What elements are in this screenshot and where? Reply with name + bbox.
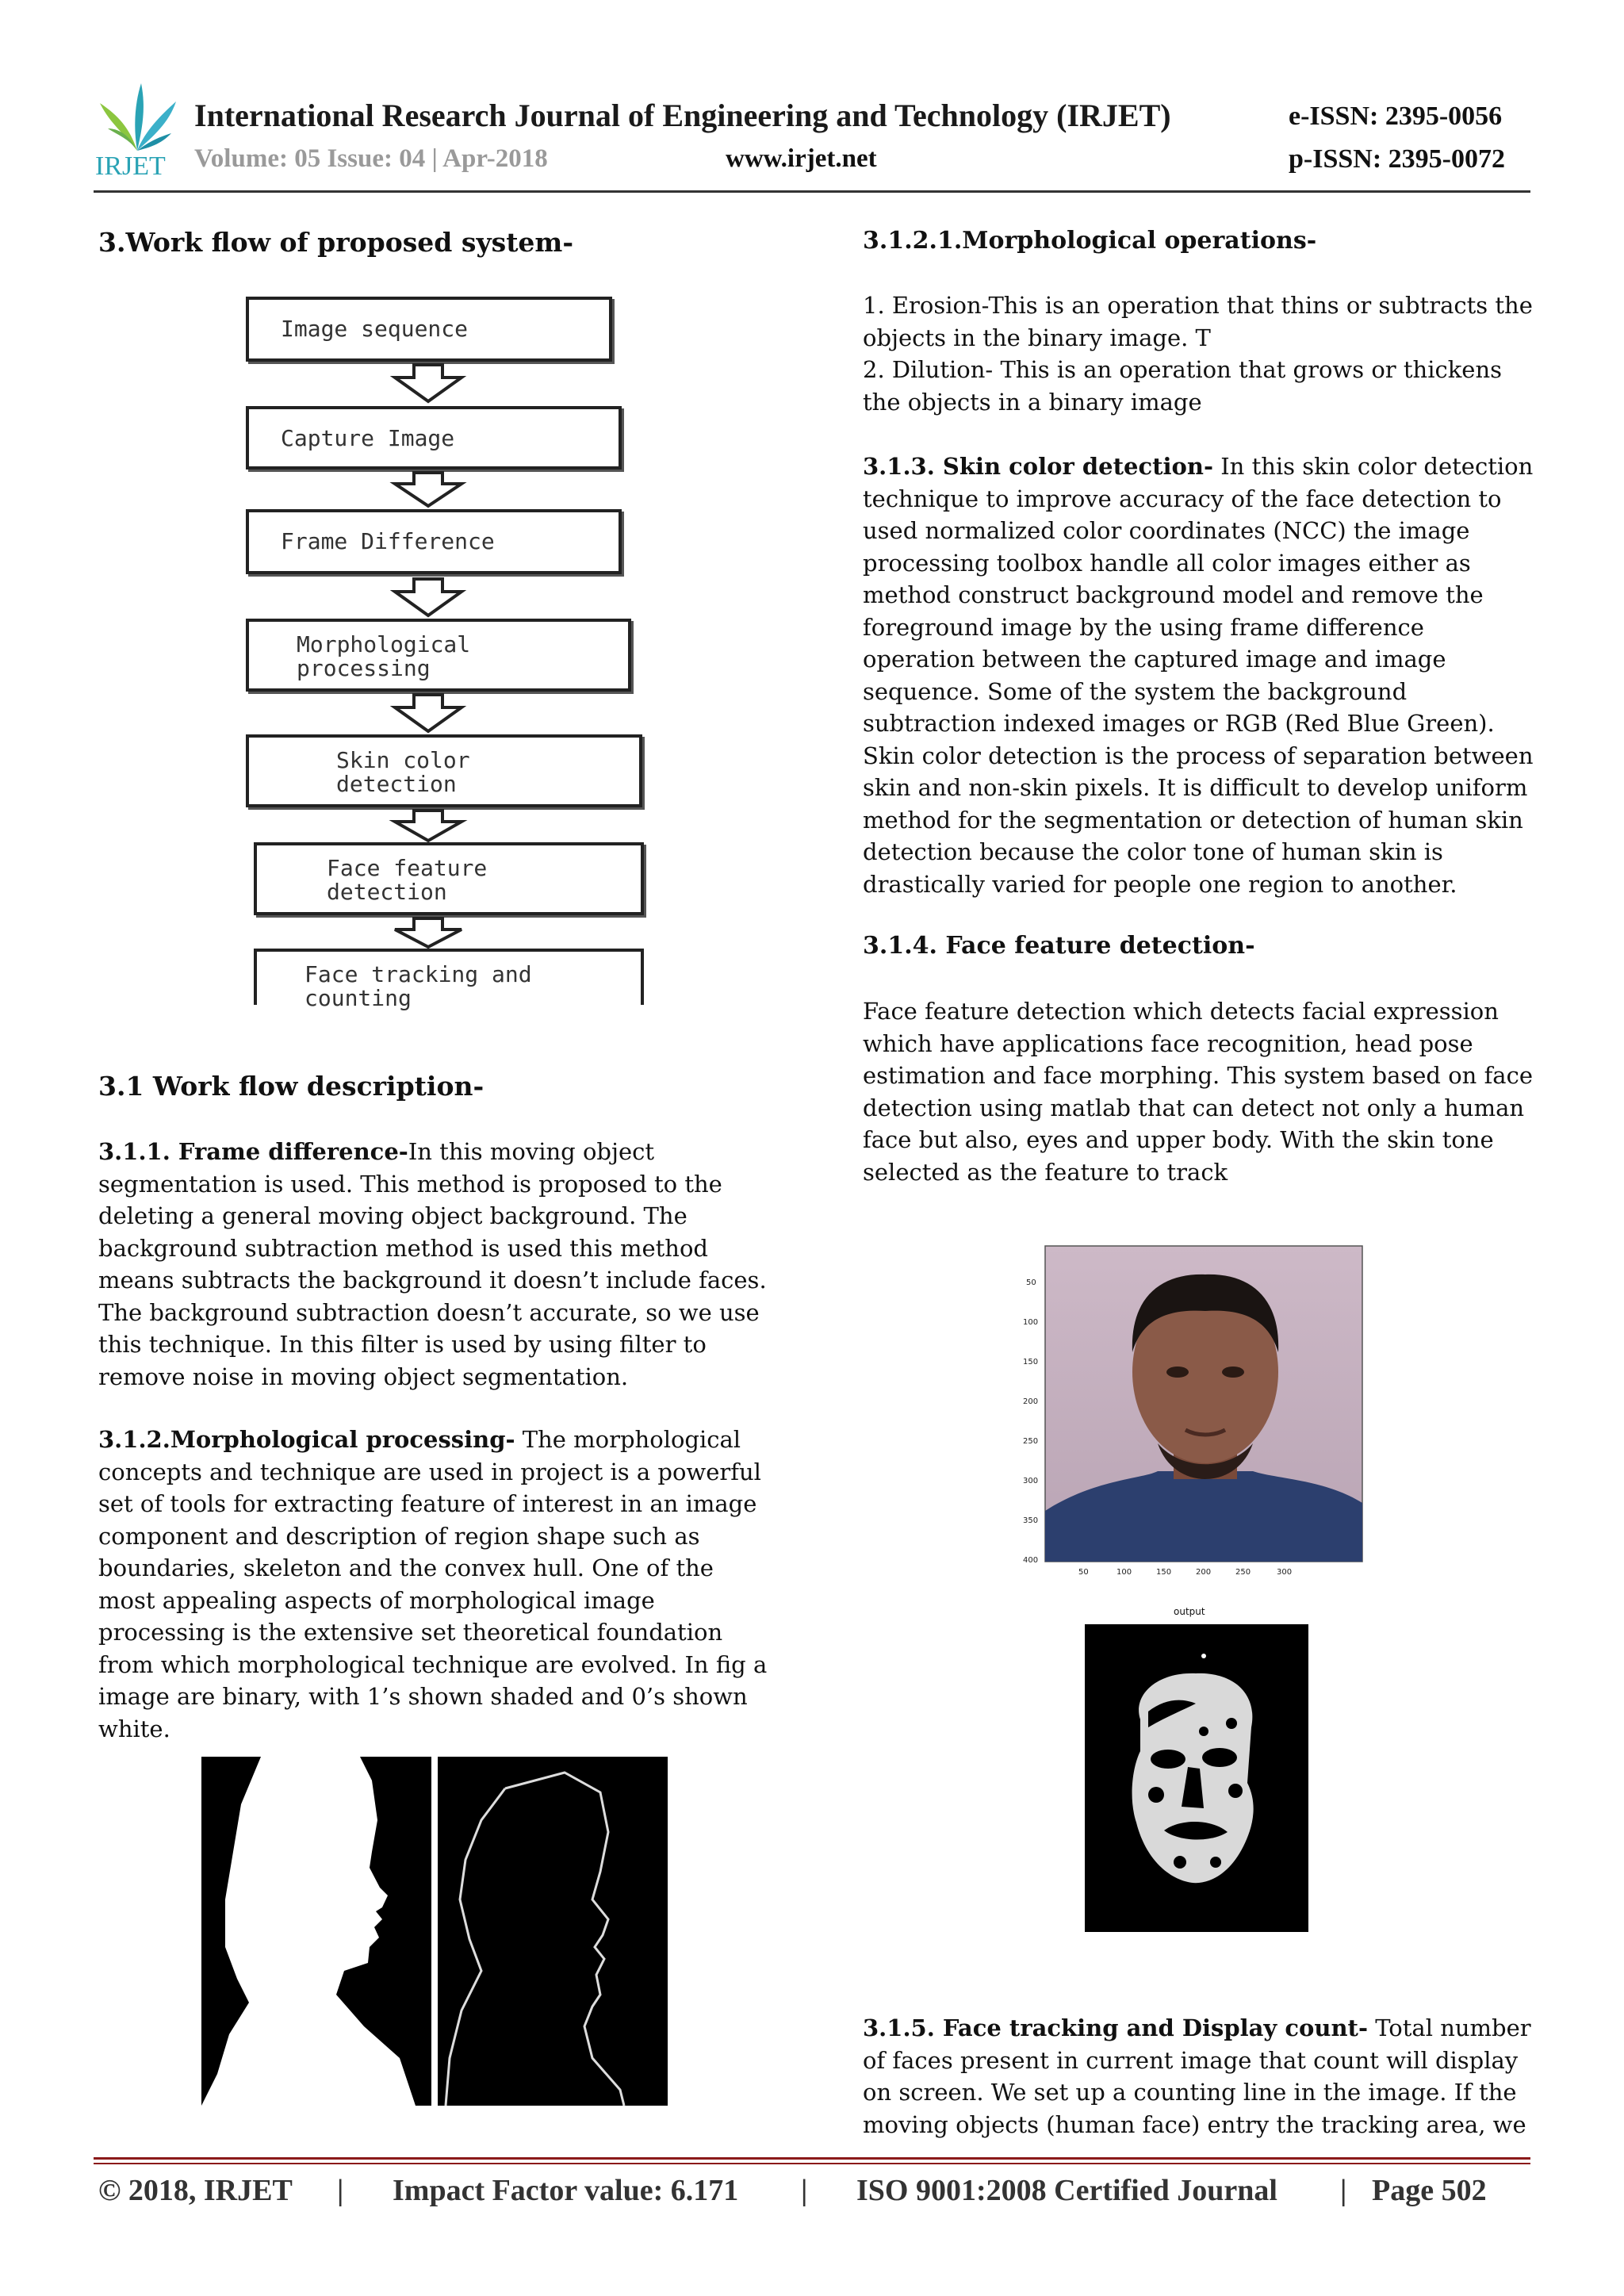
flow-step-label: processing: [297, 655, 431, 681]
para-line: used normalized color coordinates (NCC) the image: [863, 517, 1470, 544]
binary-silhouette-image: [201, 1757, 431, 2106]
y-tick: 350: [1023, 1516, 1039, 1525]
section-title: 3.Work flow of proposed system-: [98, 227, 574, 258]
flow-step-label: Face feature: [327, 855, 488, 881]
footer-impact-factor: Impact Factor value: 6.171: [393, 2174, 739, 2207]
morph-ops-paragraph: [863, 289, 1533, 418]
p-issn: p-ISSN: 2395-0072: [1289, 144, 1505, 174]
para-line: detection because the color tone of human skin is: [863, 838, 1443, 865]
para-line: estimation and face morphing. This system based on face: [863, 1062, 1533, 1089]
para-line: processing is the extensive set theoretical foundation: [98, 1619, 723, 1646]
para-line: method construct background model and remove the: [863, 581, 1484, 608]
footer-separator: |: [1340, 2174, 1347, 2207]
frame-difference-paragraph: [98, 1136, 766, 1393]
para-line: In this moving object: [408, 1138, 655, 1165]
footer-separator: |: [801, 2174, 808, 2207]
para-line: on screen. We set up a counting line in the image. If the: [863, 2079, 1517, 2106]
y-tick: 300: [1023, 1477, 1039, 1485]
para-line: background subtraction method is used this method: [98, 1234, 708, 1262]
y-tick: 250: [1023, 1437, 1039, 1446]
para-line: deleting a general moving object background. The: [98, 1202, 688, 1229]
down-arrow-icon: [395, 811, 462, 841]
logo-text: IRJET: [95, 151, 166, 178]
para-line: white.: [98, 1715, 170, 1742]
skin-color-paragraph: [863, 450, 1534, 900]
face-photo-plot: [1023, 1241, 1372, 1586]
para-line: remove noise in moving object segmentation.: [98, 1363, 629, 1390]
para-line: segmentation is used. This method is proposed to the: [98, 1170, 722, 1198]
journal-title: International Research Journal of Engineering and Technology (IRJET): [194, 98, 1171, 133]
volume-issue: Volume: 05 Issue: 04 | Apr-2018: [194, 144, 548, 173]
face-feature-heading: 3.1.4. Face feature detection-: [863, 932, 1255, 960]
y-tick: 100: [1023, 1318, 1039, 1327]
para-line: Total number: [1367, 2014, 1531, 2041]
morph-ops-heading: 3.1.2.1.Morphological operations-: [863, 227, 1317, 255]
para-line: Skin color detection is the process of separation between: [863, 742, 1534, 769]
para-line: sequence. Some of the system the background: [863, 677, 1408, 705]
x-tick: 150: [1156, 1568, 1172, 1577]
flow-step-label: Skin color: [336, 747, 470, 773]
flow-step-label: detection: [336, 771, 457, 797]
e-issn: e-ISSN: 2395-0056: [1289, 102, 1503, 131]
para-line: the objects in a binary image: [863, 388, 1202, 416]
down-arrow-icon: [395, 695, 462, 731]
para-line: In this skin color detection: [1213, 453, 1534, 480]
workflow-flowchart: [238, 295, 650, 1011]
para-line: image are binary, with 1’s shown shaded and 0’s shown: [98, 1683, 748, 1710]
para-line: which have applications face recognition, head pose: [863, 1029, 1473, 1057]
para-line: Face feature detection which detects facial expression: [863, 998, 1499, 1025]
para-line: 1. Erosion-This is an operation that thins or subtracts the: [863, 292, 1533, 319]
para-line: boundaries, skeleton and the convex hull. One of the: [98, 1554, 714, 1581]
website: www.irjet.net: [726, 144, 877, 173]
para-heading: 3.1.5. Face tracking and Display count-: [863, 2014, 1368, 2041]
flow-step-label: Capture Image: [281, 425, 455, 451]
down-arrow-icon: [395, 473, 462, 506]
down-arrow-icon: [395, 365, 462, 401]
footer-separator: |: [337, 2174, 344, 2207]
para-line: 2. Dilution- This is an operation that grows or thickens: [863, 356, 1503, 383]
flow-step-label: detection: [327, 879, 447, 905]
footer-rule: [94, 2157, 1530, 2160]
para-line: from which morphological technique are evolved. In fig a: [98, 1650, 768, 1678]
flow-step-label: Face tracking and: [304, 961, 532, 987]
para-line: objects in the binary image. T: [863, 324, 1211, 351]
flow-arrows: [238, 295, 650, 1005]
para-line: of faces present in current image that count will display: [863, 2046, 1519, 2074]
para-line: detection using matlab that can detect not only a human: [863, 1094, 1525, 1121]
para-line: foreground image by the using frame difference: [863, 613, 1424, 641]
binary-face-output-image: [1085, 1624, 1308, 1932]
x-tick: 100: [1116, 1568, 1132, 1577]
para-line: drastically varied for people one region to another.: [863, 870, 1457, 898]
para-line: processing toolbox handle all color images either as: [863, 549, 1471, 577]
boundary-outline-image: [438, 1757, 668, 2106]
para-line: selected as the feature to track: [863, 1158, 1228, 1186]
para-line: skin and non-skin pixels. It is difficult to develop uniform: [863, 774, 1528, 801]
y-tick: 400: [1023, 1556, 1039, 1565]
irjet-logo: [94, 79, 181, 178]
para-line: component and description of region shape such as: [98, 1522, 700, 1550]
output-label: output: [1174, 1606, 1205, 1617]
para-heading: 3.1.3. Skin color detection-: [863, 453, 1213, 480]
x-tick: 50: [1078, 1568, 1089, 1577]
para-line: The morphological: [515, 1426, 741, 1453]
para-line: concepts and technique are used in project is a powerful: [98, 1458, 761, 1485]
para-line: this technique. In this filter is used by using filter to: [98, 1331, 707, 1358]
para-line: moving objects (human face) entry the tracking area, we: [863, 2110, 1526, 2138]
para-line: subtraction indexed images or RGB (Red Blue Green).: [863, 710, 1495, 737]
y-tick: 50: [1026, 1278, 1036, 1287]
face-feature-paragraph: [863, 995, 1533, 1188]
down-arrow-icon: [395, 918, 462, 947]
para-heading: 3.1.2.Morphological processing-: [98, 1426, 515, 1453]
para-line: method for the segmentation or detection of human skin: [863, 806, 1523, 834]
down-arrow-icon: [395, 579, 462, 615]
x-tick: 200: [1196, 1568, 1212, 1577]
subsection-title: 3.1 Work flow description-: [98, 1071, 485, 1102]
para-line: face but also, eyes and upper body. With the skin tone: [863, 1126, 1494, 1153]
para-line: technique to improve accuracy of the face detection to: [863, 485, 1502, 512]
para-heading: 3.1.1. Frame difference-: [98, 1138, 408, 1165]
para-line: The background subtraction doesn’t accurate, so we use: [98, 1298, 760, 1326]
flow-step-label: Morphological: [297, 631, 471, 657]
face-tracking-paragraph: [863, 2012, 1530, 2141]
x-tick: 300: [1277, 1568, 1293, 1577]
header-rule: [94, 190, 1530, 193]
flow-step-label: Image sequence: [281, 316, 469, 342]
y-tick: 150: [1023, 1358, 1039, 1366]
morphological-processing-paragraph: [98, 1424, 766, 1745]
flow-step-label: Frame Difference: [281, 528, 495, 554]
footer-rule: [94, 2163, 1530, 2164]
x-tick: 250: [1235, 1568, 1251, 1577]
para-line: means subtracts the background it doesn’t include faces.: [98, 1267, 767, 1294]
footer-copyright: © 2018, IRJET: [98, 2174, 293, 2207]
para-line: set of tools for extracting feature of interest in an image: [98, 1490, 757, 1517]
footer-iso: ISO 9001:2008 Certified Journal: [856, 2174, 1277, 2207]
y-tick: 200: [1023, 1397, 1039, 1406]
footer-page-number: Page 502: [1372, 2174, 1487, 2207]
para-line: most appealing aspects of morphological image: [98, 1586, 655, 1614]
para-line: operation between the captured image and image: [863, 646, 1446, 673]
flow-step-label: counting: [304, 985, 412, 1011]
